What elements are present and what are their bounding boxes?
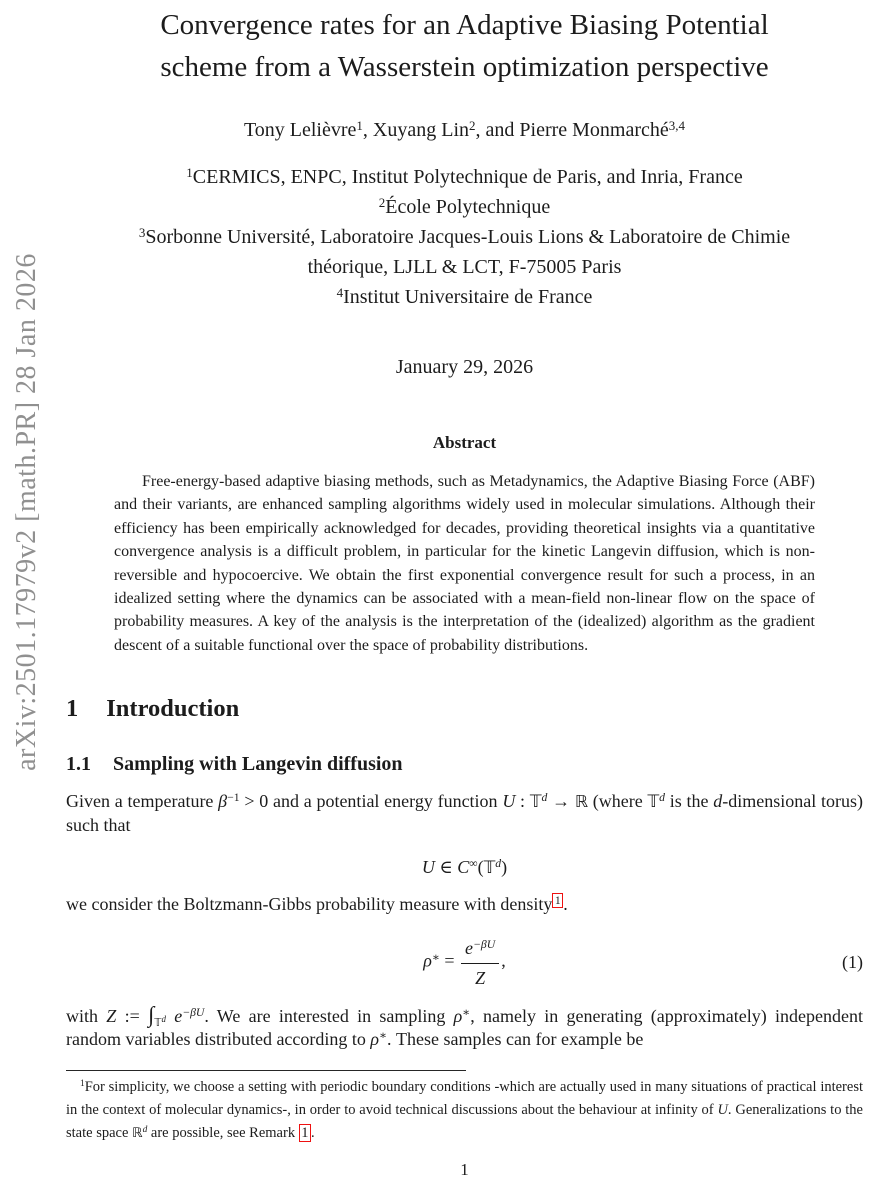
math-rho: ρ bbox=[423, 950, 432, 971]
text-run: For simplicity, we choose a setting with periodic boundary conditions -which are actually used in many situations of practical interest in the context of molecular dynamics-, in order to avoid technical discussions about the behaviour at infinity of bbox=[66, 1078, 863, 1118]
section-heading-introduction bbox=[66, 693, 863, 725]
affiliation-text: Institut Universitaire de France bbox=[343, 286, 593, 308]
affiliation-text: CERMICS, ENPC, Institut Polytechnique de Paris, and Inria, France bbox=[192, 166, 743, 188]
math-star-exponent: ∗ bbox=[462, 1005, 471, 1019]
math-torus-symbol: 𝕋 bbox=[483, 858, 496, 878]
math-torus-symbol: 𝕋 bbox=[529, 792, 542, 812]
footnote-1 bbox=[66, 1076, 863, 1145]
footnote-rule bbox=[66, 1070, 466, 1071]
math-reals-symbol: ℝ bbox=[574, 792, 588, 812]
math-U: U bbox=[502, 791, 516, 812]
math-infinity-exponent: ∞ bbox=[469, 857, 478, 871]
math-script-Z: Z bbox=[475, 967, 486, 988]
abstract-heading: Abstract bbox=[432, 433, 497, 452]
author-affil-mark: 3,4 bbox=[668, 117, 686, 133]
subsection-heading-sampling bbox=[66, 751, 863, 777]
affiliation-4 bbox=[125, 282, 805, 312]
section-number: 1 bbox=[66, 695, 79, 723]
text-run: : bbox=[515, 791, 530, 812]
math-beta: β bbox=[218, 791, 228, 812]
math-star-exponent: ∗ bbox=[379, 1029, 388, 1043]
affiliation-mark: 1 bbox=[186, 164, 193, 180]
text-run: with bbox=[66, 1005, 107, 1026]
arrow-and-text: → bbox=[547, 791, 575, 812]
paren: ( bbox=[477, 857, 484, 878]
equation-number: (1) bbox=[842, 952, 863, 973]
fraction-numerator bbox=[461, 935, 499, 964]
comma: , bbox=[501, 950, 506, 971]
affiliation-text: Sorbonne Université, Laboratoire Jacques-Louis Lions & Laboratoire de Chimie théorique, LJLL & LCT, F-75005 Paris bbox=[145, 226, 791, 278]
paper-title-line2: scheme from a Wasserstein optimization perspective bbox=[160, 51, 769, 83]
math-rho: ρ bbox=[370, 1029, 380, 1050]
math-d: d bbox=[713, 791, 723, 812]
text-run: Given a temperature bbox=[66, 791, 219, 812]
text-run: . These samples can for example be bbox=[387, 1029, 644, 1050]
math-in-symbol: ∈ bbox=[434, 857, 458, 878]
equation-1 bbox=[66, 935, 863, 990]
paper-title bbox=[66, 4, 863, 88]
math-exponent: −βU bbox=[473, 937, 496, 951]
footnote-mark: 1 bbox=[80, 1079, 85, 1090]
affiliation-mark: 3 bbox=[138, 224, 146, 240]
affiliation-1 bbox=[125, 162, 805, 192]
math-dimension-exponent: d bbox=[541, 791, 548, 805]
math-star-exponent: ∗ bbox=[431, 950, 440, 964]
text-run: -dimensional torus) such that bbox=[66, 791, 863, 835]
math-dimension-exponent: d bbox=[161, 1014, 166, 1025]
abstract-text: Free-energy-based adaptive biasing methods, such as Metadynamics, the Adaptive Biasing Force (ABF) and their variants, are enhanced sampling algorithms widely used in molecular simulations. Although their efficiency has been empirically acknowledged for decades, providing theoretical insights via a quantitative convergence analysis is a difficult problem, in particular for the kinetic Langevin diffusion, which is non-reversible and hypocoercive. We obtain the first exponential convergence result for such a process, in an idealized setting where the dynamics can be associated with a mean-field non-linear flow on the space of probability measures. A key of the analysis is the interpretation of the (idealized) algorithm as the gradient descent of a suitable functional over the space of probability distributions. bbox=[114, 473, 815, 654]
subsection-title: Sampling with Langevin diffusion bbox=[113, 753, 403, 776]
integral-subscript bbox=[154, 1014, 166, 1030]
subsection-number: 1.1 bbox=[66, 753, 91, 776]
math-U: U bbox=[421, 857, 435, 878]
text-run: . Generalizations to the state space bbox=[66, 1101, 863, 1141]
author-name: Xuyang Lin bbox=[372, 119, 469, 141]
math-U: U bbox=[717, 1101, 728, 1118]
text-run: , namely in generating (approximately) independent random variables distributed according to bbox=[66, 1005, 863, 1050]
integral-sign: ∫ bbox=[148, 1001, 155, 1027]
math-exponent: −βU bbox=[182, 1005, 205, 1019]
paragraph-boltzmann-gibbs bbox=[66, 893, 863, 917]
author-line bbox=[66, 118, 863, 142]
math-torus-symbol: 𝕋 bbox=[647, 792, 660, 812]
affiliation-2 bbox=[125, 192, 805, 222]
text-run: . bbox=[310, 1124, 315, 1141]
section-title: Introduction bbox=[106, 695, 240, 723]
footnote-1-link[interactable]: 1 bbox=[552, 893, 563, 908]
affiliation-mark: 4 bbox=[336, 284, 344, 300]
affiliation-text: École Polytechnique bbox=[385, 196, 551, 218]
affiliation-3 bbox=[125, 222, 805, 282]
author-separator: , bbox=[362, 119, 373, 141]
equation-smoothness bbox=[66, 855, 863, 880]
remark-1-link[interactable]: 1 bbox=[299, 1124, 311, 1142]
page-number: 1 bbox=[460, 1159, 469, 1179]
author-affil-mark: 2 bbox=[469, 117, 476, 133]
paper-date: January 29, 2026 bbox=[395, 356, 534, 378]
math-torus-symbol: 𝕋 bbox=[154, 1017, 162, 1030]
equals-sign: = bbox=[439, 950, 460, 971]
text-run: (where bbox=[587, 791, 648, 812]
author-affil-mark: 1 bbox=[356, 117, 363, 133]
math-dimension-exponent: d bbox=[659, 791, 666, 805]
author-name: Pierre Monmarché bbox=[519, 119, 669, 141]
math-e: e bbox=[174, 1005, 183, 1026]
paren: ) bbox=[501, 857, 508, 878]
affiliation-mark: 2 bbox=[378, 194, 386, 210]
text-run: is the bbox=[665, 791, 714, 812]
arxiv-stamp-link[interactable]: arXiv:2501.17979v2 [math.PR] 28 Jan 2026 bbox=[11, 253, 42, 771]
text-run: . bbox=[563, 894, 568, 915]
paragraph-partition-function bbox=[66, 1003, 863, 1052]
author-separator: , and bbox=[475, 119, 520, 141]
math-beta-exponent: −1 bbox=[227, 791, 240, 805]
colon-equals: := bbox=[116, 1005, 149, 1026]
affiliations bbox=[66, 162, 863, 312]
fraction bbox=[461, 935, 499, 990]
author-name: Tony Lelièvre bbox=[243, 119, 357, 141]
math-dimension-exponent: d bbox=[495, 857, 502, 871]
text-run: > 0 and a potential energy function bbox=[239, 791, 503, 812]
math-rho: ρ bbox=[453, 1005, 463, 1026]
text-run: we consider the Boltzmann-Gibbs probability measure with density bbox=[66, 894, 553, 915]
paper-title-line1: Convergence rates for an Adaptive Biasing Potential bbox=[160, 9, 769, 41]
paragraph-given-temperature bbox=[66, 790, 863, 837]
math-C: C bbox=[457, 857, 470, 878]
math-script-Z: Z bbox=[106, 1005, 117, 1026]
space bbox=[166, 1006, 174, 1026]
math-e: e bbox=[465, 937, 474, 958]
math-dimension-exponent: d bbox=[142, 1125, 148, 1136]
math-reals-symbol: ℝ bbox=[132, 1125, 143, 1141]
text-run: . We are interested in sampling bbox=[204, 1005, 454, 1026]
text-run: are possible, see Remark bbox=[147, 1124, 299, 1141]
